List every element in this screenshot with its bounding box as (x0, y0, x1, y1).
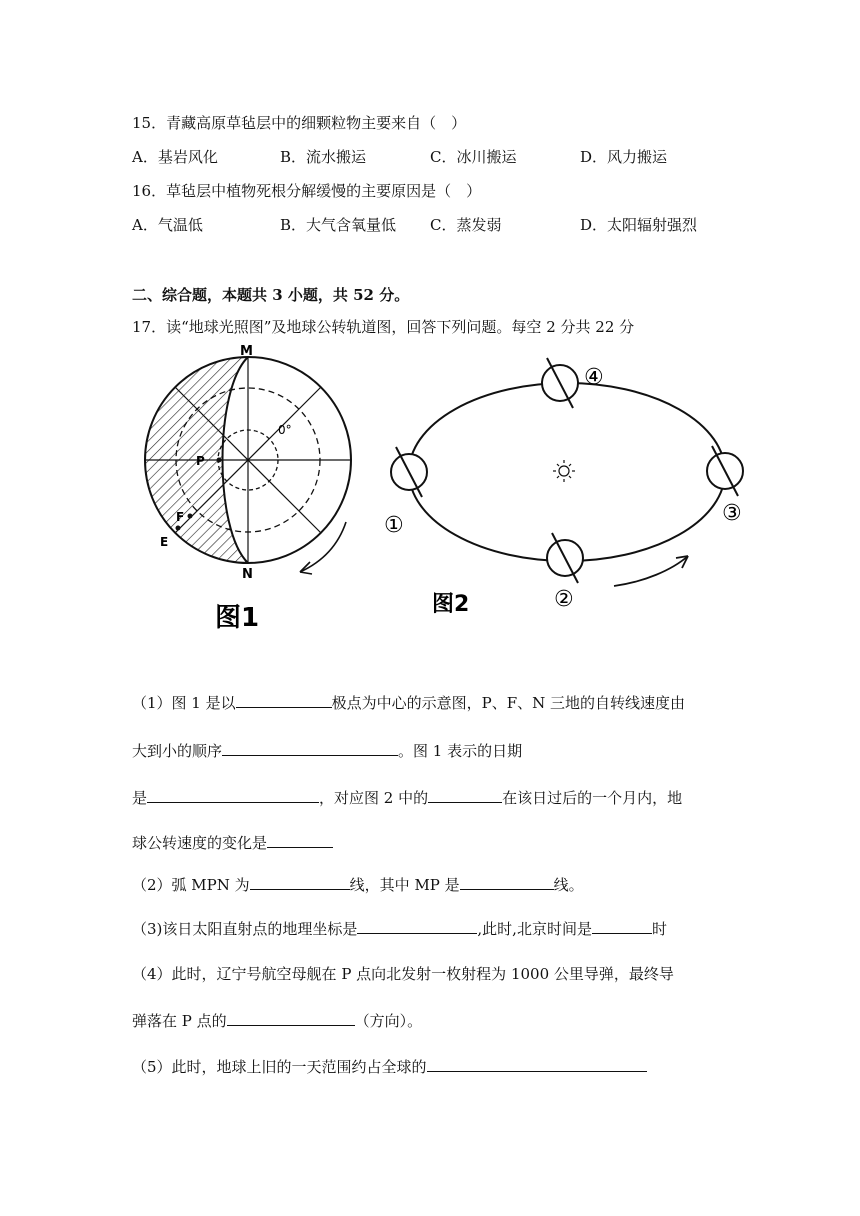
revolution-arrowhead (676, 556, 688, 568)
q16-option-d: D．太阳辐射强烈 (580, 216, 698, 234)
q17-stem: 17．读“地球光照图”及地球公转轨道图，回答下列问题。每空 2 分共 22 分 (132, 318, 635, 336)
q16-option-b: B．大气含氧量低 (280, 216, 397, 234)
figure-1-illumination-diagram (130, 340, 370, 640)
label-0deg: 0° (278, 423, 292, 437)
earth-position-3 (707, 446, 743, 496)
point-f (188, 514, 193, 519)
label-p: P (196, 454, 205, 468)
q17-part1-line4: 球公转速度的变化是 (132, 832, 333, 853)
figure-1-caption: 图1 (215, 603, 260, 633)
q17-part4-line1: （4）此时，辽宁号航空母舰在 P 点向北发射一枚射程为 1000 公里导弹，最终导 (132, 965, 674, 983)
answer-blank[interactable] (147, 788, 319, 803)
orbit-ellipse (409, 383, 725, 561)
point-e (176, 526, 181, 531)
label-e: E (160, 535, 169, 549)
answer-blank[interactable] (267, 833, 333, 848)
q17-part5: （5）此时，地球上旧的一天范围约占全球的 (132, 1056, 647, 1077)
q17-part1-line2: 大到小的顺序 。图 1 表示的日期 (132, 742, 523, 760)
rotation-arrowhead (300, 562, 312, 574)
sun-icon (553, 460, 575, 482)
label-position-3: ③ (722, 501, 742, 526)
q17-part4-line2: 弹落在 P 点的 （方向）。 (132, 1012, 423, 1030)
point-p (217, 458, 222, 463)
revolution-arrow (614, 556, 688, 586)
q17-part1-line3: 是 ，对应图 2 中的 在该日过后的一个月内，地 (132, 789, 683, 807)
answer-blank[interactable] (427, 1057, 647, 1072)
label-position-1: ① (384, 513, 404, 538)
section-heading: 二、综合题，本题共 3 小题，共 52 分。 (132, 286, 410, 304)
label-position-4: ④ (584, 365, 604, 390)
q15-option-b: B．流水搬运 (280, 148, 367, 166)
answer-blank[interactable] (227, 1011, 355, 1026)
q16-option-c: C．蒸发弱 (430, 216, 502, 234)
answer-blank[interactable] (236, 693, 332, 708)
answer-blank[interactable] (592, 919, 652, 934)
q17-part3: （3)该日太阳直射点的地理坐标是 ,此时,北京时间是 时 (132, 920, 667, 938)
answer-blank[interactable] (250, 875, 350, 890)
label-n: N (242, 567, 253, 582)
q17-part2: （2）弧 MPN 为 线，其中 MP 是 线。 (132, 876, 584, 894)
q16-stem: 16．草毡层中植物死根分解缓慢的主要原因是（ ） (132, 182, 482, 200)
earth-position-4 (542, 358, 578, 408)
q15-option-a: A．基岩风化 (132, 148, 218, 166)
q16-option-a: A．气温低 (132, 216, 203, 234)
answer-blank[interactable] (357, 919, 477, 934)
figure-2-orbit-diagram (382, 350, 762, 640)
label-position-2: ② (554, 587, 574, 612)
label-m: M (240, 344, 253, 359)
q15-option-c: C．冰川搬运 (430, 148, 517, 166)
q17-part1-line1: （1）图 1 是以 极点为中心的示意图，P、F、N 三地的自转线速度由 (132, 694, 686, 712)
label-f: F (176, 510, 185, 524)
q15-option-d: D．风力搬运 (580, 148, 668, 166)
earth-position-2 (547, 533, 583, 583)
answer-blank[interactable] (460, 875, 554, 890)
figure-2-caption: 图2 (432, 592, 470, 617)
earth-position-1 (391, 447, 427, 497)
answer-blank[interactable] (428, 788, 502, 803)
answer-blank[interactable] (222, 741, 398, 756)
q15-stem: 15．青藏高原草毡层中的细颗粒物主要来自（ ） (132, 114, 467, 132)
